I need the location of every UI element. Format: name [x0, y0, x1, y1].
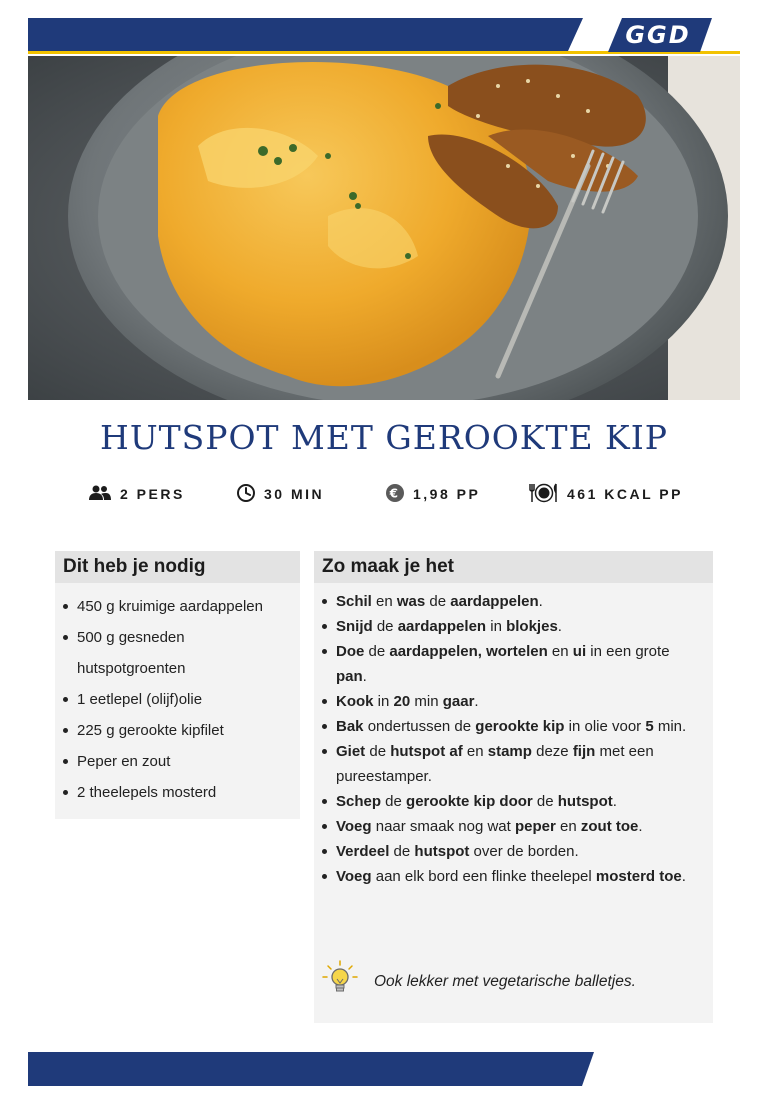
ingredient-item: Peper en zout — [55, 746, 300, 777]
step-text: deze — [531, 743, 573, 760]
step-bold-text: pan — [336, 668, 363, 685]
step-text: de — [372, 618, 398, 635]
method-step — [314, 614, 713, 639]
step-bold-text: Snijd — [336, 618, 373, 635]
step-text: . — [638, 818, 643, 835]
people-icon — [88, 485, 112, 504]
step-bold-text: gerookte kip — [475, 718, 565, 735]
ingredient-item: 500 g gesneden — [55, 622, 300, 653]
step-bold-text: aardappelen — [397, 618, 487, 635]
step-bold-text: 5 — [645, 718, 654, 735]
method-step — [314, 789, 713, 814]
food-photo — [28, 56, 740, 400]
step-text: . — [538, 593, 543, 610]
step-bold-text: peper — [514, 818, 556, 835]
ingredient-item: 1 eetlepel (olijf)olie — [55, 684, 300, 715]
step-text: min — [410, 693, 443, 710]
step-text: de — [381, 793, 407, 810]
recipe-title: HUTSPOT MET GEROOKTE KIP — [100, 418, 668, 457]
step-text: de — [364, 643, 390, 660]
step-text: . — [362, 668, 367, 685]
step-bold-text: Kook — [336, 693, 374, 710]
step-text: de — [532, 793, 558, 810]
step-bold-text: Schil — [336, 593, 372, 610]
step-text: . — [612, 793, 617, 810]
ggd-logo — [608, 18, 712, 52]
step-text: . — [557, 618, 562, 635]
step-text: de — [389, 843, 415, 860]
clock-icon — [236, 483, 256, 506]
step-bold-text: Bak — [336, 718, 364, 735]
method-step — [314, 689, 713, 714]
step-text: de — [365, 743, 391, 760]
calories-text: 461 KCAL PP — [567, 486, 683, 502]
step-bold-text: Giet — [336, 743, 366, 760]
lightbulb-icon — [320, 959, 360, 1004]
step-bold-text: mosterd toe — [595, 868, 682, 885]
step-bold-text: Voeg — [336, 868, 372, 885]
servings-info — [88, 482, 185, 506]
step-bold-text: Schep — [336, 793, 382, 810]
time-info — [236, 482, 324, 506]
ingredients-heading: Dit heb je nodig — [55, 551, 300, 583]
ingredient-item-continued: hutspotgroenten — [77, 660, 186, 677]
ingredient-item: 2 theelepels mosterd — [55, 777, 300, 808]
step-text: in olie voor — [564, 718, 646, 735]
method-step — [314, 864, 713, 889]
step-bold-text: stamp — [487, 743, 532, 760]
servings-text: 2 PERS — [120, 486, 185, 502]
step-bold-text: hutspot — [557, 793, 613, 810]
step-bold-text: aardappelen, wortelen — [389, 643, 548, 660]
method-card — [314, 551, 713, 1023]
step-bold-text: Verdeel — [336, 843, 390, 860]
ingredients-list — [55, 583, 300, 808]
step-text: ondertussen de — [363, 718, 476, 735]
step-bold-text: Doe — [336, 643, 365, 660]
step-bold-text: zout toe — [580, 818, 639, 835]
step-text: in — [486, 618, 507, 635]
svg-text:€: € — [389, 486, 401, 500]
ingredients-card — [55, 551, 300, 819]
step-text: de — [425, 593, 451, 610]
calories-info — [529, 482, 683, 506]
step-text: . — [681, 868, 686, 885]
step-bold-text: hutspot af — [390, 743, 463, 760]
step-text: en — [555, 818, 581, 835]
step-text: met een pureestamper. — [336, 743, 654, 785]
step-text: en — [371, 593, 397, 610]
method-step — [314, 714, 713, 739]
step-bold-text: was — [396, 593, 426, 610]
step-bold-text: 20 — [393, 693, 411, 710]
tip-row — [320, 959, 636, 1004]
step-bold-text: gerookte kip door — [406, 793, 533, 810]
footer-bar — [28, 1052, 594, 1086]
time-text: 30 MIN — [264, 486, 325, 502]
method-step — [314, 589, 713, 614]
method-step — [314, 839, 713, 864]
euro-icon — [385, 483, 405, 506]
method-step — [314, 639, 713, 689]
step-text: en — [462, 743, 488, 760]
step-text: min. — [653, 718, 687, 735]
step-bold-text: hutspot — [414, 843, 470, 860]
logo-text: GGD — [625, 21, 691, 49]
price-info — [385, 482, 480, 506]
step-bold-text: ui — [572, 643, 587, 660]
step-text: . — [474, 693, 479, 710]
step-text: over de borden. — [469, 843, 579, 860]
step-text: aan elk bord een flinke theelepel — [371, 868, 596, 885]
ingredient-item: 225 g gerookte kipfilet — [55, 715, 300, 746]
plate-cutlery-icon — [529, 482, 559, 507]
tip-text: Ook lekker met vegetarische balletjes. — [374, 972, 636, 990]
step-text: in — [373, 693, 394, 710]
step-bold-text: Voeg — [336, 818, 372, 835]
step-bold-text: blokjes — [506, 618, 558, 635]
ingredient-item: 450 g kruimige aardappelen — [55, 591, 300, 622]
method-steps-list — [314, 583, 713, 889]
method-heading: Zo maak je het — [314, 551, 713, 583]
step-text: in een grote — [586, 643, 670, 660]
step-text: naar smaak nog wat — [371, 818, 515, 835]
method-step — [314, 739, 713, 789]
step-bold-text: gaar — [442, 693, 475, 710]
step-bold-text: aardappelen — [450, 593, 539, 610]
step-text: en — [547, 643, 573, 660]
method-step — [314, 814, 713, 839]
step-bold-text: fijn — [572, 743, 596, 760]
price-text: 1,98 PP — [413, 486, 481, 502]
